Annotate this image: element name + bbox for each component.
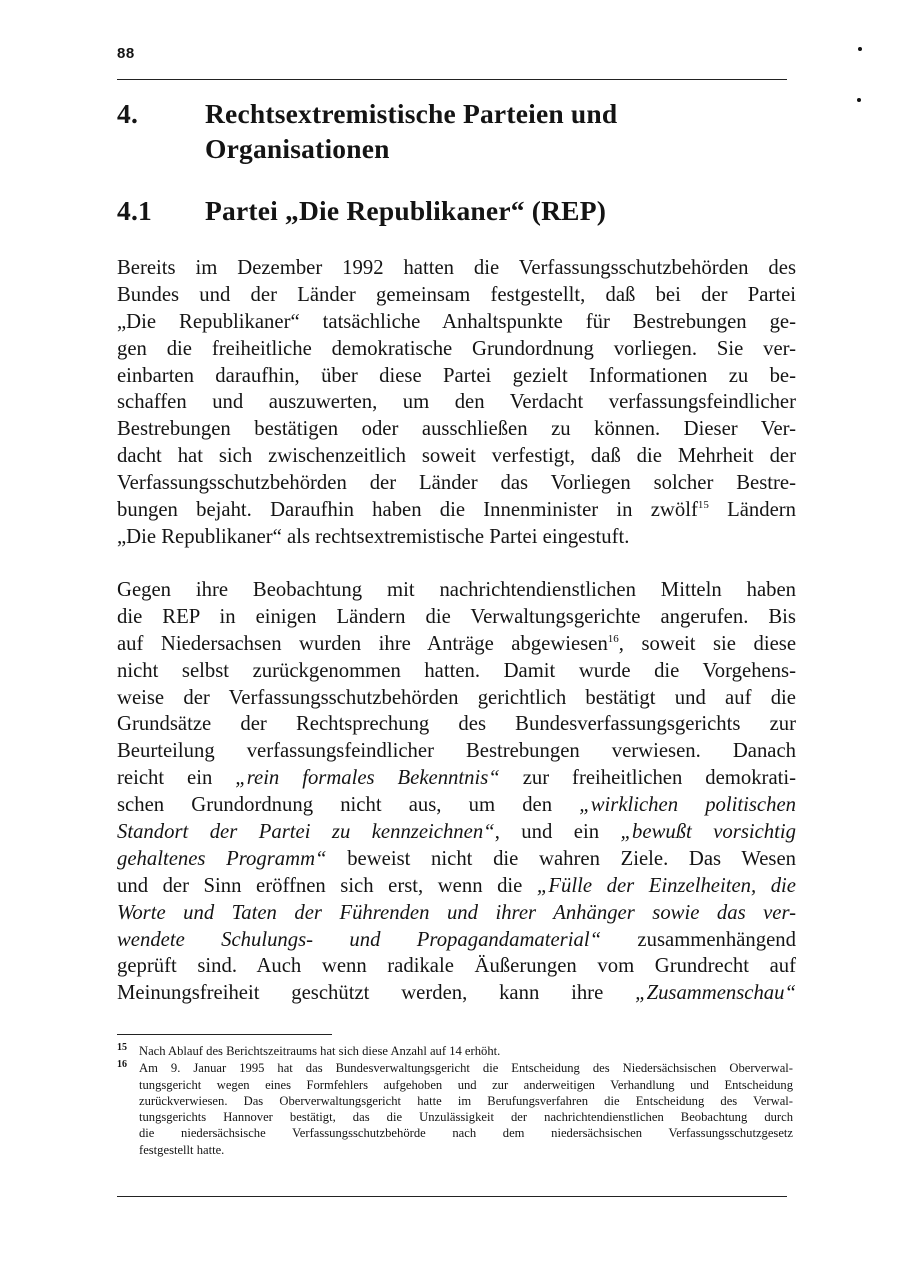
text-line (117, 846, 796, 873)
text-line (117, 792, 796, 819)
footnote-line: Am 9. Januar 1995 hat das Bundesverwaltungsgericht die Entscheidung des Niedersächsischen Oberverwal- (139, 1061, 793, 1076)
footnote-line: festgestellt hatte. (139, 1142, 225, 1157)
footnote-number: 15 (117, 1042, 127, 1053)
section-title-line-1: Rechtsextremistische Parteien und (205, 98, 618, 129)
footnote-line: tungsgerichts Hannover bestätigt, das die Unzulässigkeit der nachrichtendienstlichen Beobachtung durch (139, 1110, 793, 1125)
text-line (117, 873, 796, 900)
section-title-line-2: Organisationen (205, 133, 390, 164)
footer-rule (117, 1196, 787, 1197)
text-segment: , und ein (494, 821, 621, 844)
footnote-line: tungsgericht wegen eines Formfehlers aufgehoben und zur anderweitigen Verhandlung und Entscheidung (139, 1077, 793, 1092)
text-line: „Die Republikaner“ als rechtsextremistische Partei eingestuft. (117, 525, 630, 548)
text-line: Bestrebungen bestätigen oder ausschließen zu können. Dieser Ver- (117, 418, 796, 441)
quote-segment: „rein formales Bekenntnis“ (235, 767, 500, 790)
scan-speck (857, 98, 861, 102)
header-rule (117, 79, 787, 80)
quote-segment: gehaltenes Programm“ (117, 847, 327, 870)
text-segment: beweist nicht die wahren Ziele. Das Wesen (326, 847, 796, 870)
text-line: Grundsätze der Rechtsprechung des Bundesverfassungsgerichts zur (117, 713, 796, 736)
text-segment: bungen bejaht. Daraufhin haben die Innenminister in zwölf (117, 499, 698, 522)
text-line: „Die Republikaner“ tatsächliche Anhaltspunkte für Bestrebungen ge- (117, 310, 796, 333)
paragraph-2 (117, 577, 796, 1007)
text-line: nicht selbst zurückgenommen hatten. Damit wurde die Vorgehens- (117, 659, 796, 682)
subsection-number: 4.1 (117, 195, 152, 226)
text-segment: Ländern (727, 499, 797, 522)
text-segment: und der Sinn eröffnen sich erst, wenn die (117, 874, 537, 897)
text-segment: auf Niedersachsen wurden ihre Anträge abgewiesen (117, 632, 608, 655)
footnote-ref-15[interactable]: 15 (697, 499, 709, 512)
text-line (117, 497, 796, 524)
footnote-16 (117, 1060, 793, 1158)
quote-segment: „Fülle der Einzelheiten, die (536, 874, 796, 897)
footnote-line: die niedersächsische Verfassungsschutzbehörde nach dem niedersächsischen Verfassungsschutzgesetz (139, 1126, 793, 1141)
text-line: die REP in einigen Ländern die Verwaltungsgerichte angerufen. Bis (117, 605, 796, 628)
text-line (117, 980, 796, 1007)
paragraph-1 (117, 255, 796, 551)
text-line (117, 819, 796, 846)
text-segment: zur freiheitlichen demokrati- (499, 767, 797, 790)
text-line: Beurteilung verfassungsfeindlicher Bestrebungen verwiesen. Danach (117, 740, 796, 763)
footnotes (117, 1043, 793, 1159)
footnote-15 (117, 1043, 793, 1059)
footnote-separator (117, 1034, 332, 1035)
quote-segment: „bewußt vorsichtig (620, 821, 796, 844)
footnote-number: 16 (117, 1059, 127, 1071)
quote-segment: Standort der Partei zu kennzeichnen“ (117, 821, 495, 844)
text-segment: schen Grundordnung nicht aus, um den (117, 794, 580, 817)
text-line (117, 765, 796, 792)
text-segment: , soweit sie diese (618, 632, 797, 655)
quote-segment: Worte und Taten der Führenden und ihrer Anhänger sowie das ver- (117, 901, 796, 924)
text-line: schaffen und auszuwerten, um den Verdacht verfassungsfeindlicher (117, 391, 796, 414)
text-line: Bereits im Dezember 1992 hatten die Verfassungsschutzbehörden des (117, 257, 796, 279)
text-line: Gegen ihre Beobachtung mit nachrichtendienstlichen Mitteln haben (117, 579, 796, 601)
text-line: einbarten daraufhin, über diese Partei gezielt Informationen zu be- (117, 364, 796, 387)
footnote-line: Nach Ablauf des Berichtszeitraums hat sich diese Anzahl auf 14 erhöht. (139, 1044, 501, 1058)
quote-segment: wendete Schulungs- und Propagandamaterial“ (117, 928, 602, 951)
subsection-title: Partei „Die Republikaner“ (REP) (205, 195, 607, 226)
text-line: weise der Verfassungsschutzbehörden gerichtlich bestätigt und auf die (117, 686, 796, 709)
section-number: 4. (117, 98, 139, 129)
text-line: Bundes und der Länder gemeinsam festgestellt, daß bei der Partei (117, 283, 796, 306)
text-segment: zusammenhängend (601, 928, 796, 951)
page-number: 88 (117, 45, 135, 62)
text-segment: Meinungsfreiheit geschützt werden, kann ihre (117, 982, 636, 1005)
text-line (117, 631, 796, 658)
text-segment: reicht ein (117, 767, 236, 790)
text-line (117, 900, 796, 927)
footnote-line: zurückverwiesen. Das Oberverwaltungsgericht hatte im Berufungsverfahren die Entscheidung des Verwal- (139, 1093, 793, 1108)
quote-segment: „Zusammenschau“ (635, 982, 796, 1005)
quote-segment: „wirklichen politischen (579, 794, 796, 817)
text-line: Verfassungsschutzbehörden der Länder das Vorliegen solcher Bestre- (117, 472, 796, 495)
scan-speck (858, 47, 862, 51)
text-line: geprüft sind. Auch wenn radikale Äußerungen vom Grundrecht auf (117, 955, 796, 978)
text-line: dacht hat sich zwischenzeitlich soweit verfestigt, daß die Mehrheit der (117, 445, 796, 468)
text-line: gen die freiheitliche demokratische Grundordnung vorliegen. Sie ver- (117, 337, 796, 360)
text-line (117, 927, 796, 954)
footnote-ref-16[interactable]: 16 (607, 632, 619, 645)
